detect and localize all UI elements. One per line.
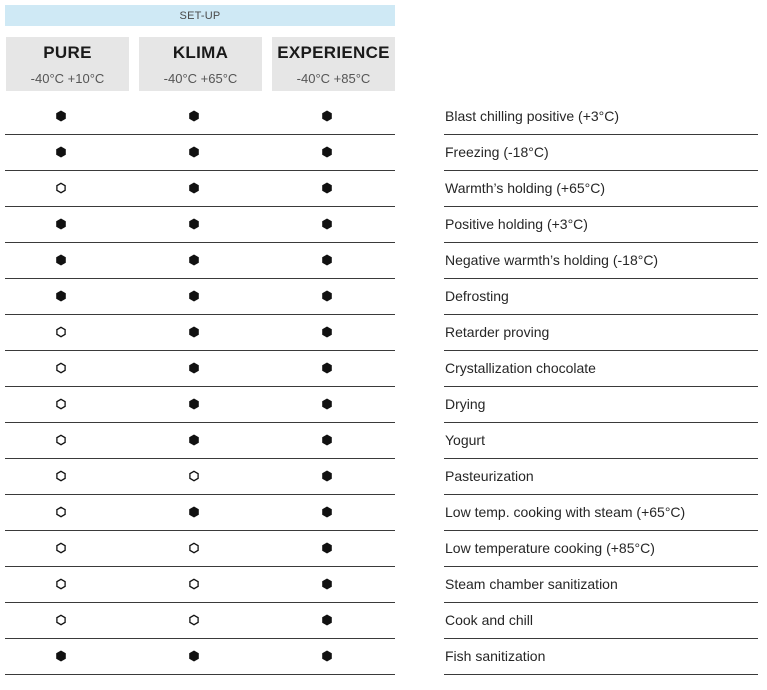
function-label: Pasteurization — [445, 468, 534, 484]
table-row-availability — [5, 170, 395, 207]
table-row-function — [444, 386, 758, 423]
outline-hexagon-icon — [55, 362, 67, 374]
filled-hexagon-icon — [55, 650, 67, 662]
filled-hexagon-icon — [321, 542, 333, 554]
function-label: Crystallization chocolate — [445, 360, 596, 376]
function-label: Defrosting — [445, 288, 509, 304]
outline-hexagon-icon — [55, 614, 67, 626]
filled-hexagon-icon — [188, 110, 200, 122]
table-row-availability — [5, 242, 395, 279]
filled-hexagon-icon — [55, 146, 67, 158]
table-row-function — [444, 242, 758, 279]
filled-hexagon-icon — [321, 614, 333, 626]
table-row-function — [444, 530, 758, 567]
table-row-function — [444, 350, 758, 387]
model-name: KLIMA — [172, 43, 229, 62]
filled-hexagon-icon — [188, 326, 200, 338]
filled-hexagon-icon — [188, 182, 200, 194]
table-row-function — [444, 134, 758, 171]
model-name: EXPERIENCE — [277, 43, 390, 62]
filled-hexagon-icon — [321, 146, 333, 158]
table-row-availability — [5, 602, 395, 639]
filled-hexagon-icon — [188, 146, 200, 158]
table-row-availability — [5, 314, 395, 351]
filled-hexagon-icon — [321, 398, 333, 410]
filled-hexagon-icon — [321, 218, 333, 230]
function-label: Warmth’s holding (+65°C) — [445, 180, 606, 196]
table-row-function — [444, 494, 758, 531]
table-row-availability — [5, 458, 395, 495]
filled-hexagon-icon — [321, 578, 333, 590]
filled-hexagon-icon — [321, 326, 333, 338]
outline-hexagon-icon — [188, 542, 200, 554]
function-label: Low temperature cooking (+85°C) — [445, 540, 655, 556]
model-header-experience — [272, 37, 395, 91]
filled-hexagon-icon — [188, 254, 200, 266]
filled-hexagon-icon — [321, 434, 333, 446]
outline-hexagon-icon — [55, 434, 67, 446]
model-name: PURE — [43, 43, 92, 62]
table-row-function — [444, 98, 758, 135]
outline-hexagon-icon — [55, 398, 67, 410]
model-header-klima — [139, 37, 262, 91]
table-row-function — [444, 638, 758, 675]
filled-hexagon-icon — [55, 218, 67, 230]
table-row-function — [444, 170, 758, 207]
function-label: Negative warmth’s holding (-18°C) — [445, 252, 659, 268]
table-row-function — [444, 206, 758, 243]
model-range: -40°C +85°C — [296, 71, 371, 86]
outline-hexagon-icon — [188, 578, 200, 590]
filled-hexagon-icon — [321, 470, 333, 482]
outline-hexagon-icon — [55, 182, 67, 194]
outline-hexagon-icon — [55, 578, 67, 590]
table-row-function — [444, 458, 758, 495]
table-row-function — [444, 314, 758, 351]
function-label: Fish sanitization — [445, 648, 546, 664]
model-header-pure — [6, 37, 129, 91]
filled-hexagon-icon — [321, 362, 333, 374]
outline-hexagon-icon — [188, 470, 200, 482]
filled-hexagon-icon — [55, 110, 67, 122]
table-row-availability — [5, 566, 395, 603]
filled-hexagon-icon — [188, 506, 200, 518]
table-row-availability — [5, 422, 395, 459]
function-label: Retarder proving — [445, 324, 550, 340]
filled-hexagon-icon — [321, 254, 333, 266]
model-range: -40°C +10°C — [30, 71, 105, 86]
outline-hexagon-icon — [55, 470, 67, 482]
filled-hexagon-icon — [188, 650, 200, 662]
filled-hexagon-icon — [188, 398, 200, 410]
table-row-availability — [5, 98, 395, 135]
table-row-availability — [5, 638, 395, 675]
table-row-availability — [5, 350, 395, 387]
outline-hexagon-icon — [188, 614, 200, 626]
table-row-availability — [5, 278, 395, 315]
table-row-availability — [5, 386, 395, 423]
table-row-availability — [5, 206, 395, 243]
table-row-availability — [5, 494, 395, 531]
function-label: Low temp. cooking with steam (+65°C) — [445, 504, 686, 520]
filled-hexagon-icon — [321, 182, 333, 194]
function-label: Cook and chill — [445, 612, 533, 628]
table-row-function — [444, 278, 758, 315]
outline-hexagon-icon — [55, 506, 67, 518]
filled-hexagon-icon — [321, 506, 333, 518]
setup-label: SET-UP — [179, 9, 221, 22]
function-label: Yogurt — [445, 432, 485, 448]
function-label: Positive holding (+3°C) — [445, 216, 588, 232]
outline-hexagon-icon — [55, 326, 67, 338]
function-label: Drying — [445, 396, 486, 412]
filled-hexagon-icon — [188, 434, 200, 446]
table-row-function — [444, 566, 758, 603]
filled-hexagon-icon — [321, 650, 333, 662]
table-row-availability — [5, 134, 395, 171]
filled-hexagon-icon — [188, 362, 200, 374]
filled-hexagon-icon — [188, 218, 200, 230]
filled-hexagon-icon — [55, 290, 67, 302]
filled-hexagon-icon — [55, 254, 67, 266]
filled-hexagon-icon — [321, 110, 333, 122]
filled-hexagon-icon — [188, 290, 200, 302]
model-range: -40°C +65°C — [163, 71, 238, 86]
function-label: Freezing (-18°C) — [445, 144, 549, 160]
outline-hexagon-icon — [55, 542, 67, 554]
table-row-availability — [5, 530, 395, 567]
function-label: Steam chamber sanitization — [445, 576, 618, 592]
table-row-function — [444, 602, 758, 639]
table-row-function — [444, 422, 758, 459]
setup-header — [5, 5, 395, 26]
function-label: Blast chilling positive (+3°C) — [445, 108, 620, 124]
filled-hexagon-icon — [321, 290, 333, 302]
